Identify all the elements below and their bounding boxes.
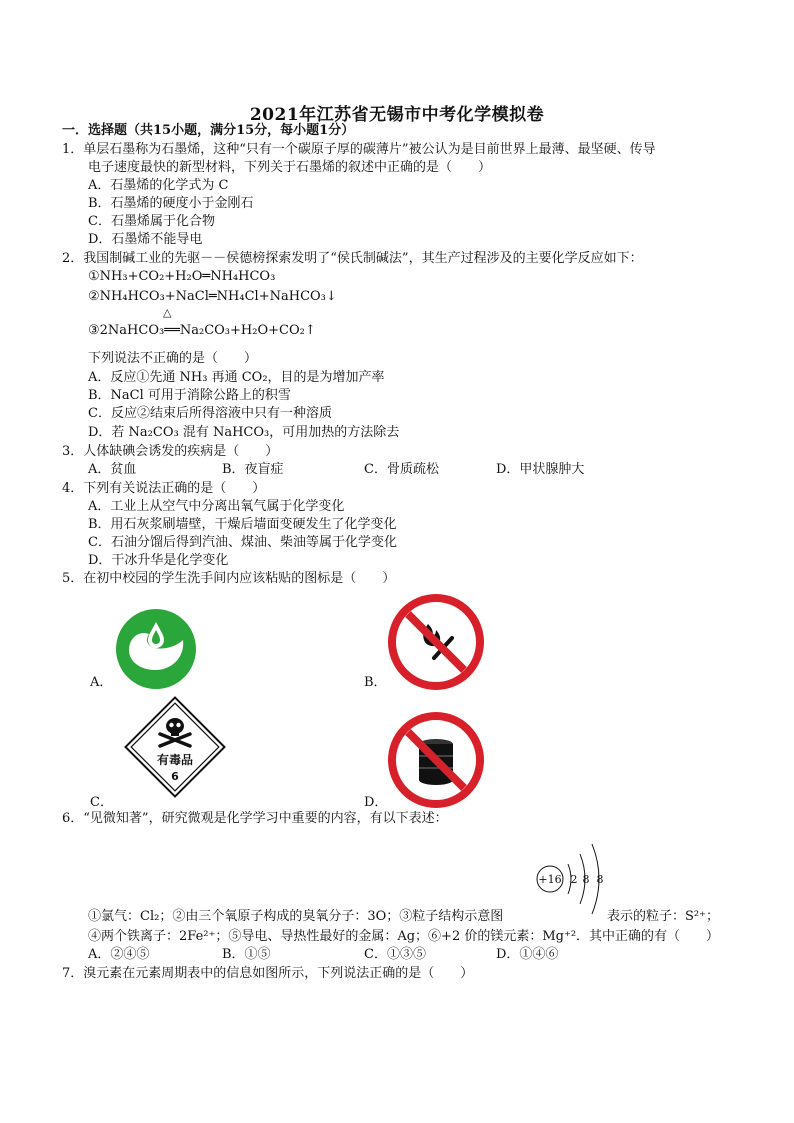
toxic-label-text: 有毒品 [156, 753, 194, 767]
q1-option-a: A．石墨烯的化学式为 C [88, 178, 229, 193]
q3-stem: 3．人体缺碘会诱发的疾病是（ ） [62, 444, 279, 459]
q3-option-a: A．贫血 [88, 462, 137, 477]
water-saving-icon [115, 608, 197, 690]
q6-option-c: C．①③⑤ [364, 947, 426, 962]
no-fire-icon [388, 594, 484, 690]
q4-option-b: B．用石灰浆刷墙壁，干燥后墙面变硬发生了化学变化 [88, 517, 397, 532]
q5-label-b: B． [364, 675, 387, 690]
q2-stem: 2．我国制碱工业的先驱－－侯德榜探索发明了“侯氏制碱法”，其生产过程涉及的主要化学反应如下： [62, 251, 643, 266]
no-oil-barrel-icon [388, 712, 484, 808]
q6-line2: ④两个铁离子：2Fe²⁺；⑤导电、导热性最好的金属：Ag；⑥+2 价的镁元素：Mg⁺²．其中正确的有（ ） [88, 929, 720, 944]
shell-2-count: 8 [582, 873, 590, 886]
q2-option-b: B．NaCl 可用于消除公路上的积雪 [88, 388, 291, 403]
toxic-substance-icon [118, 690, 232, 804]
q6-stem: 6．“见微知著”，研究微观是化学学习中重要的内容，有以下表述： [62, 811, 448, 826]
shell-3-count: 8 [596, 873, 604, 886]
q5-label-d: D． [364, 795, 388, 810]
q7-stem: 7．溴元素在元素周期表中的信息如图所示，下列说法正确的是（ ） [62, 966, 474, 981]
q1-option-d: D．石墨烯不能导电 [88, 232, 203, 247]
q2-equation-3: ③2NaHCO₃══Na₂CO₃+H₂O+CO₂↑ [88, 323, 316, 338]
q6-line1: ①氯气：Cl₂；②由三个氧原子构成的臭氧分子：3O；③粒子结构示意图 [88, 909, 504, 924]
page-title: 2021年江苏省无锡市中考化学模拟卷 [249, 105, 545, 125]
q4-stem: 4．下列有关说法正确的是（ ） [62, 481, 266, 496]
q2-equation-2: ②NH₄HCO₃+NaCl═NH₄Cl+NaHCO₃↓ [88, 289, 337, 304]
q2-option-d: D．若 Na₂CO₃ 混有 NaHCO₃，可用加热的方法除去 [88, 425, 400, 440]
q4-option-a: A．工业上从空气中分离出氧气属于化学变化 [88, 499, 345, 514]
q3-option-c: C．骨质疏松 [364, 462, 439, 477]
q5-label-a: A． [90, 675, 113, 690]
q6-option-a: A．②④⑤ [88, 947, 150, 962]
q3-option-b: B．夜盲症 [222, 462, 284, 477]
q5-stem: 5．在初中校园的学生洗手间内应该粘贴的图标是（ ） [62, 571, 396, 586]
q4-option-d: D．干冰升华是化学变化 [88, 553, 229, 568]
heat-symbol: △ [163, 306, 172, 319]
q4-option-c: C．石油分馏后得到汽油、煤油、柴油等属于化学变化 [88, 535, 397, 550]
q3-option-d: D．甲状腺肿大 [496, 462, 585, 477]
q1-option-c: C．石墨烯属于化合物 [88, 214, 215, 229]
q1-option-b: B．石墨烯的硬度小于金刚石 [88, 196, 254, 211]
q1-stem-line2: 电子速度最快的新型材料，下列关于石墨烯的叙述中正确的是（ ） [88, 160, 492, 175]
q1-stem-line1: 1．单层石墨称为石墨烯，这种“只有一个碳原子厚的碳薄片”被公认为是目前世界上最薄、最坚硬、传导 [62, 142, 656, 157]
q2-equation-1: ①NH₃+CO₂+H₂O═NH₄HCO₃ [88, 269, 276, 284]
q6-option-d: D．①④⑥ [496, 947, 559, 962]
atom-structure-diagram [534, 826, 614, 916]
nucleus-charge: +16 [538, 873, 562, 886]
q5-label-c: C． [90, 795, 113, 810]
q6-option-b: B．①⑤ [222, 947, 271, 962]
q2-option-c: C．反应②结束后所得溶液中只有一种溶质 [88, 406, 332, 421]
shell-1-count: 2 [570, 873, 578, 886]
q2-ask: 下列说法不正确的是（ ） [88, 351, 258, 366]
q2-option-a: A．反应①先通 NH₃ 再通 CO₂，目的是为增加产率 [88, 370, 385, 385]
section-heading: 一．选择题（共15小题，满分15分，每小题1分） [62, 123, 355, 138]
toxic-class-number: 6 [171, 770, 179, 783]
q6-line1-tail: 表示的粒子：S²⁺； [607, 909, 719, 924]
